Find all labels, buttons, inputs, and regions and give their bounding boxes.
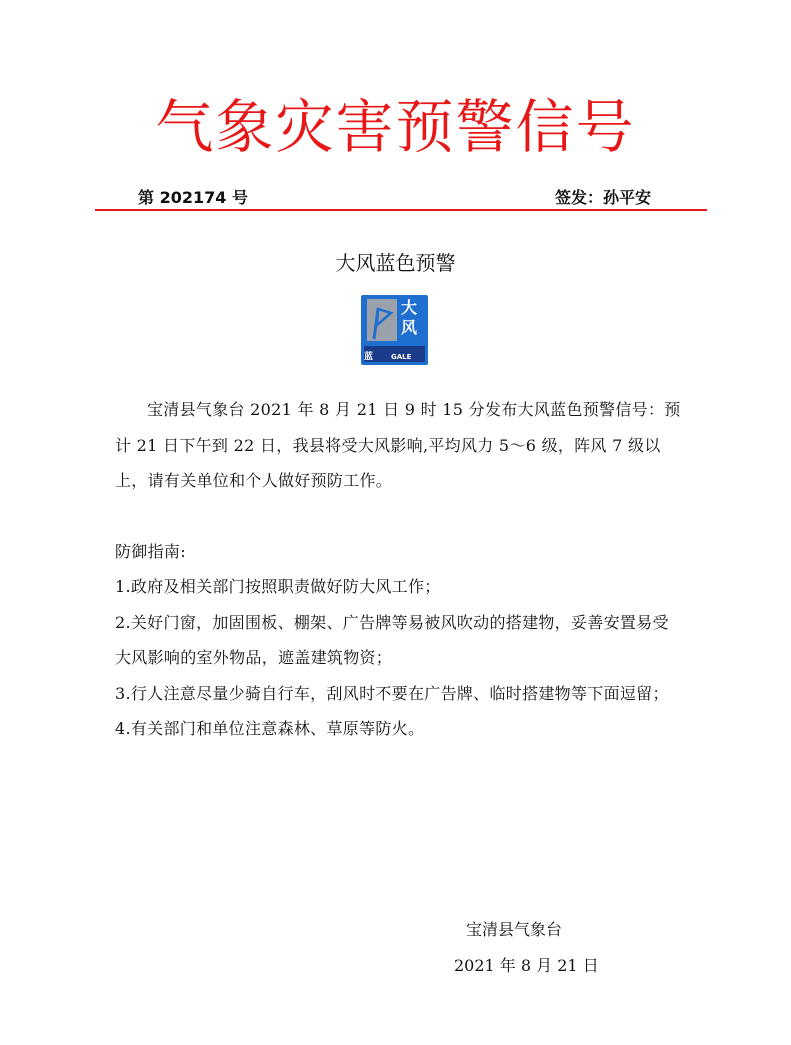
guide-heading: 防御指南: [115,541,186,561]
icon-char-bottom: 风 [401,318,418,337]
signer: 签发：孙平安 [554,188,651,207]
issue-number: 第 202174 号 [138,188,248,207]
guide-item: 3.行人注意尽量少骑自行车，刮风时不要在广告牌、临时搭建物等下面逗留； [115,683,669,703]
footer-date: 2021 年 8 月 21 日 [454,956,599,975]
header-divider [95,209,707,211]
guide-item: 4.有关部门和单位注意森林、草原等防火。 [115,719,425,738]
intro-paragraph: 宝清县气象台 2021 年 8 月 21 日 9 时 15 分发布大风蓝色预警信号：预计 21 日下午到 22 日，我县将受大风影响,平均风力 5～6 级，阵风 7 级以上，请有关单位和个人做好预防工作。 [115,400,681,490]
gale-blue-warning-icon [361,295,428,365]
footer-org: 宝清县气象台 [466,920,563,939]
banner-title: 气象灾害预警信号 [155,93,636,161]
icon-char-top: 大 [401,298,418,317]
icon-level-char: 蓝 [364,352,374,362]
flag-icon [369,305,395,341]
icon-panel [367,299,397,341]
body-text [115,392,685,747]
guide-item: 1.政府及相关部门按照职责做好防大风工作； [115,577,441,596]
icon-gale-label: GALE [391,353,412,361]
guide-item: 2.关好门窗，加固围板、棚架、广告牌等易被风吹动的搭建物，妥善安置易受大风影响的室外物品，遮盖建筑物资； [115,612,669,667]
document-title: 大风蓝色预警 [335,251,456,275]
